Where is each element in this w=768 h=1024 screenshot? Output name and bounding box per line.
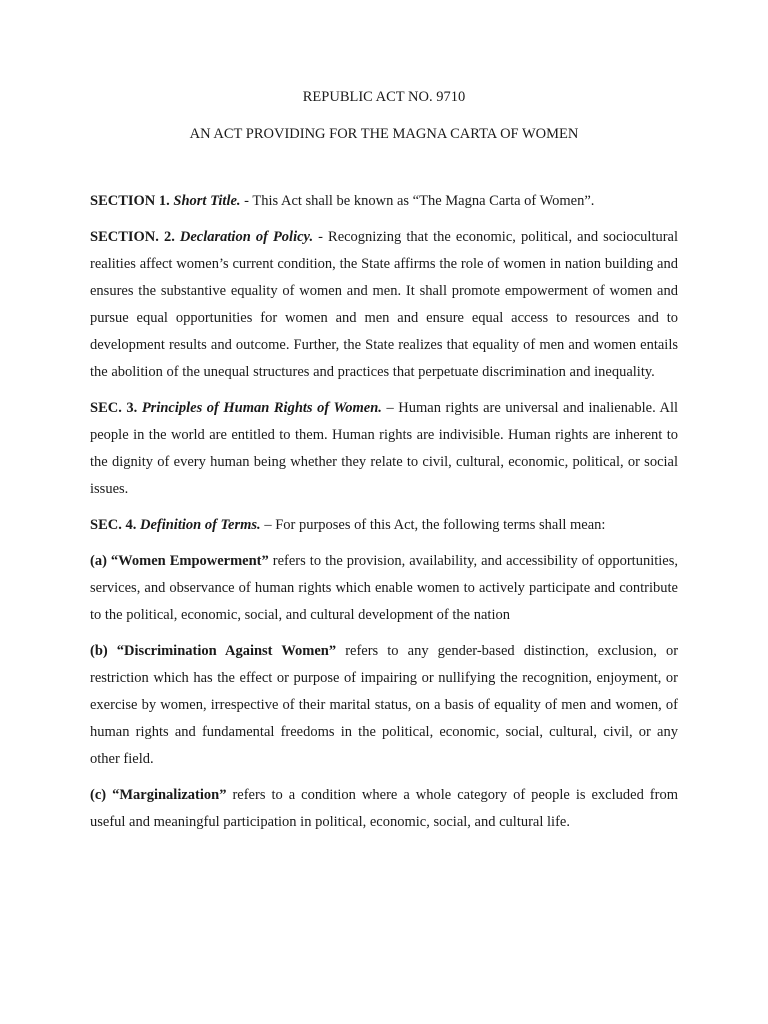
definition-term: (c) “Marginalization” <box>90 787 227 803</box>
definition-text: refers to a condition where a whole category of people is excluded from useful and meaningful participation in political, economic, social, and cultural life. <box>90 787 678 830</box>
section-title: Declaration of Policy. <box>179 229 314 245</box>
section-number: SEC. 4. <box>90 517 137 533</box>
definition-text: refers to the provision, availability, and accessibility of opportunities, services, and observance of human rights which enable women to actively participate and contribute to the political, economic, social, and cultural development of the nation <box>90 553 678 623</box>
document-page <box>90 84 678 845</box>
document-title: REPUBLIC ACT NO. 9710 <box>302 89 466 105</box>
section-text: – Human rights are universal and inalienable. All people in the world are entitled to them. Human rights are indivisible. Human rights are inherent to the dignity of every human being whether they relate to civil, cultural, economic, political, or social issues. <box>90 400 679 497</box>
definition-c <box>90 782 678 836</box>
definition-text: refers to any gender-based distinction, exclusion, or restriction which has the effect or purpose of impairing or nullifying the recognition, enjoyment, or exercise by women, irrespective of their marital status, on a basis of equality of men and women, of human rights and fundamental freedoms in the political, economic, social, cultural, civil, or any other field. <box>90 643 679 767</box>
document-body <box>90 188 678 836</box>
definition-a <box>90 548 678 629</box>
section-3 <box>90 395 678 503</box>
section-1 <box>90 188 678 215</box>
section-text: - This Act shall be known as “The Magna Carta of Women”. <box>244 193 595 209</box>
section-title: Short Title. <box>173 193 241 209</box>
section-number: SECTION. 2. <box>90 229 175 245</box>
section-number: SECTION 1. <box>90 193 170 209</box>
section-text: - Recognizing that the economic, political, and sociocultural realities affect women’s current condition, the State affirms the role of women in nation building and ensures the substantive equality of women and men. It shall promote empowerment of women and pursue equal opportunities for women and men and ensure equal access to resources and to development results and outcome. Further, the State realizes that equality of men and women entails the abolition of the unequal structures and practices that perpetuate discrimination and inequality. <box>90 229 679 380</box>
section-title: Definition of Terms. <box>139 517 261 533</box>
section-2 <box>90 224 678 386</box>
definition-term: (a) “Women Empowerment” <box>90 553 269 569</box>
definition-b <box>90 638 678 773</box>
definition-term: (b) “Discrimination Against Women” <box>90 643 337 659</box>
section-text: – For purposes of this Act, the following terms shall mean: <box>264 517 606 533</box>
section-number: SEC. 3. <box>90 400 138 416</box>
section-4 <box>90 512 678 539</box>
section-title: Principles of Human Rights of Women. <box>141 400 382 416</box>
document-subtitle: AN ACT PROVIDING FOR THE MAGNA CARTA OF WOMEN <box>189 126 579 142</box>
